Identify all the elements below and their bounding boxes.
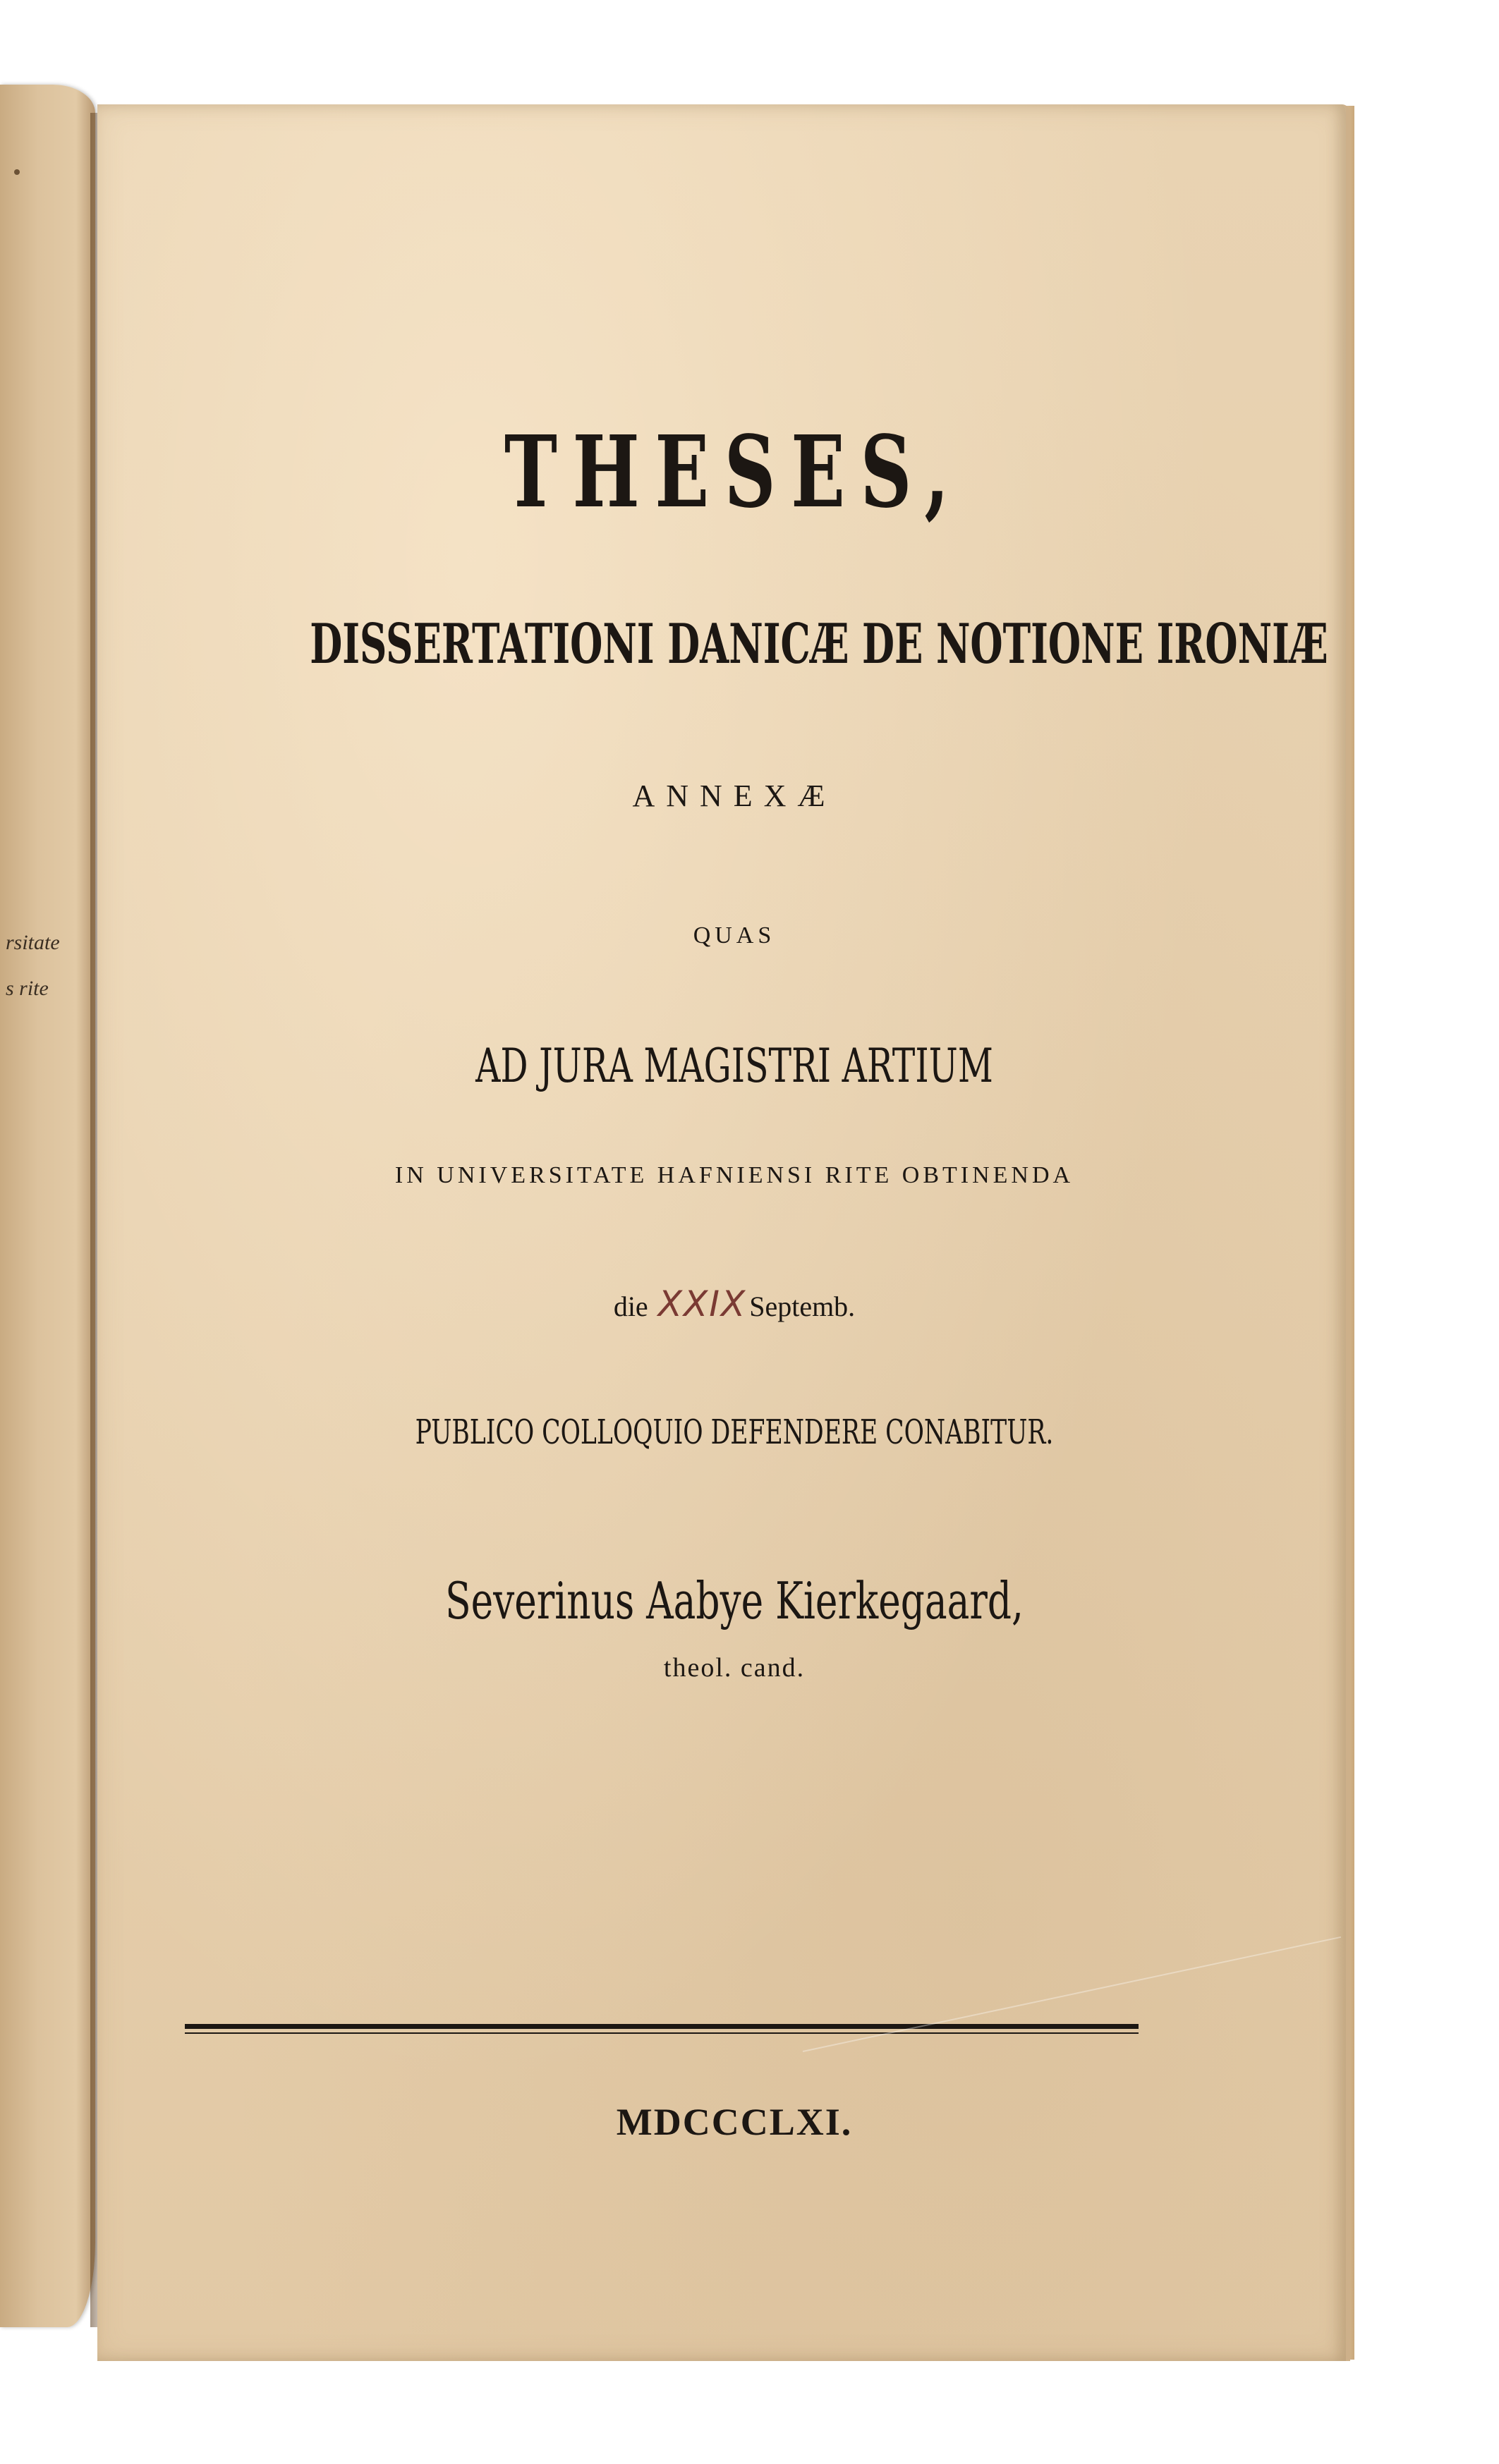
defense-line: PUBLICO COLLOQUIO DEFENDERE CONABITUR. [415,1413,1054,1452]
page-subtitle: DISSERTATIONI DANICÆ DE NOTIONE IRONIÆ [310,612,1328,676]
page-title: THESES, [504,415,965,530]
divider-rule-thick [185,2024,1139,2029]
author-title: theol. cand. [663,1653,806,1683]
date-suffix: Septemb. [749,1291,856,1322]
degree-line: AD JURA MAGISTRI ARTIUM [475,1039,993,1093]
university-line: IN UNIVERSITATE HAFNIENSI RITE OBTINENDA [394,1162,1074,1188]
paper-crease [803,1937,1341,2052]
date-line [110,1283,1359,1324]
left-page-text-fragment: s rite [6,977,49,1000]
date-prefix: die [613,1291,648,1322]
publication-year: MDCCCLXI. [616,2101,853,2143]
title-page [97,104,1350,2361]
left-page [0,85,95,2327]
left-page-text-fragment: rsitate [6,931,60,954]
divider-rule-thin [185,2032,1139,2034]
ink-spot [14,169,20,175]
quas-line: QUAS [693,922,776,949]
annexae-line: ANNEXÆ [632,779,837,813]
handwritten-date: XXIX [657,1283,747,1324]
author-name: Severinus Aabye Kierkegaard, [445,1571,1024,1630]
